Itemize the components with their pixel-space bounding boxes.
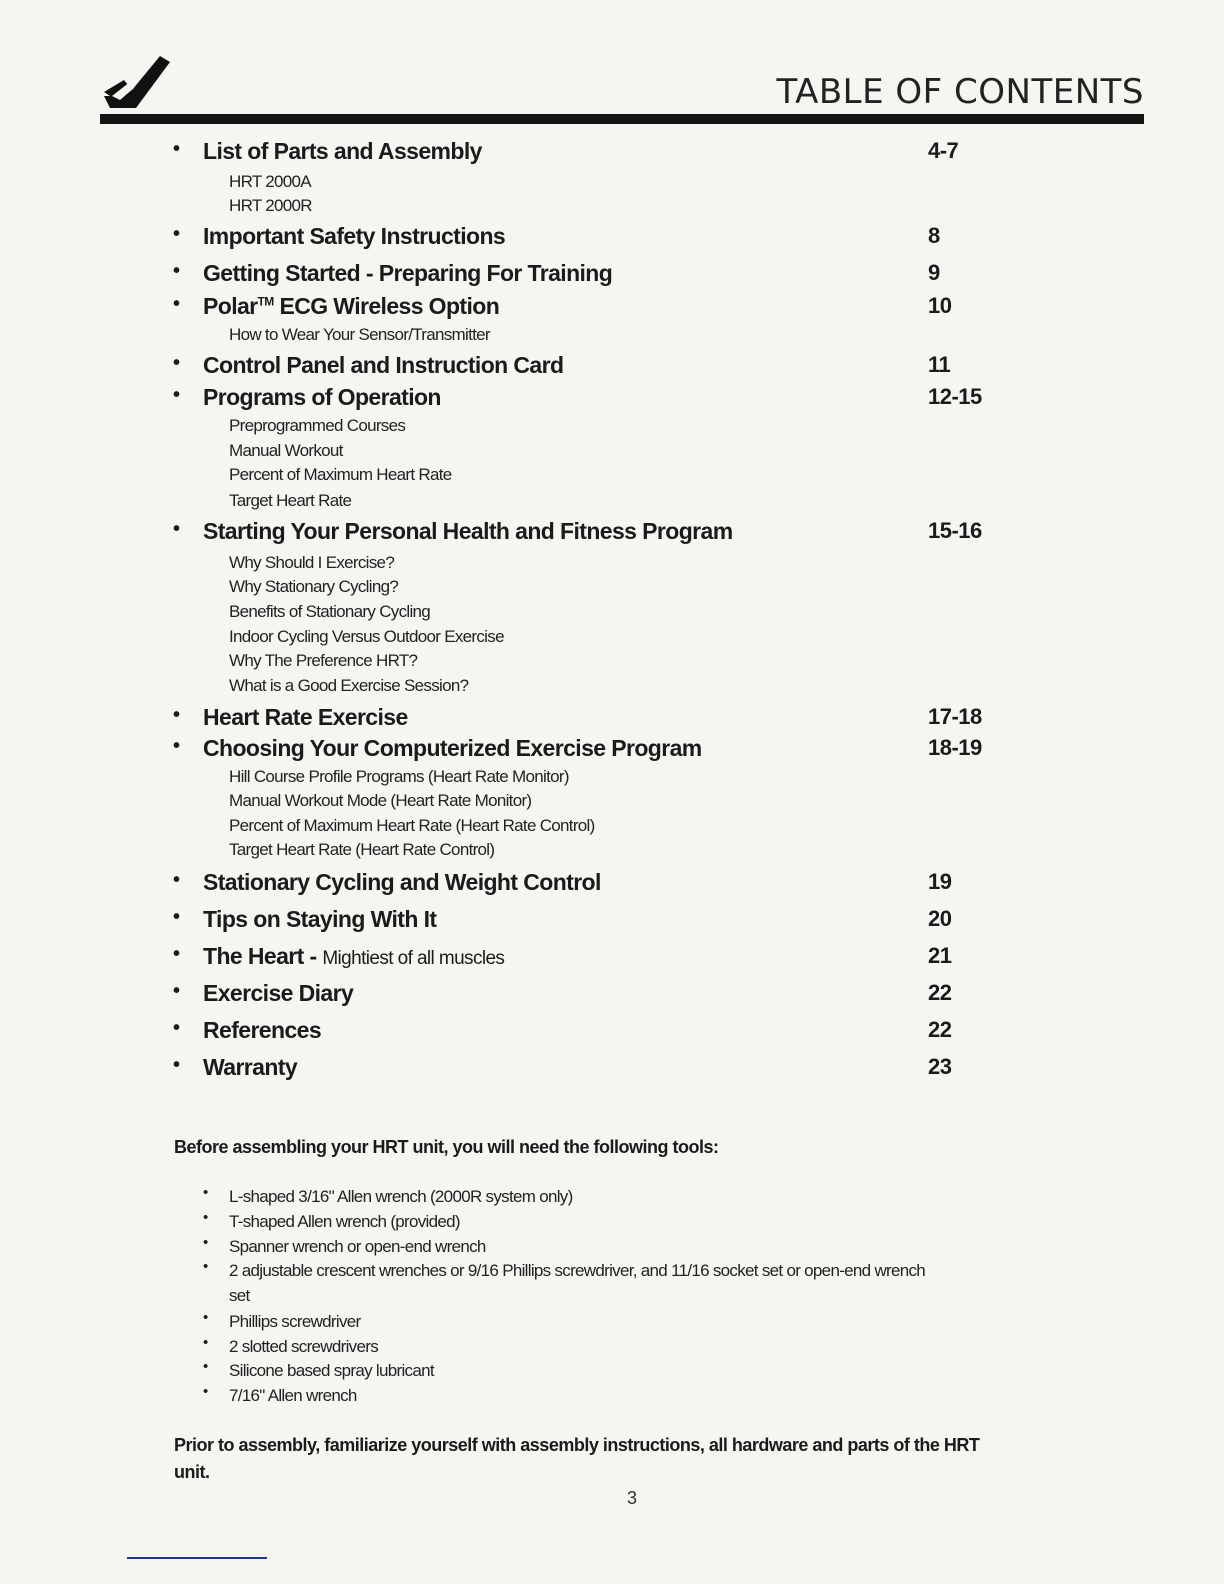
toc-subitem: Why The Preference HRT? — [229, 651, 418, 670]
bullet-icon: • — [173, 352, 181, 374]
toc-entry-title: Starting Your Personal Health and Fitness Program — [203, 518, 733, 544]
toc-entry-title: Choosing Your Computerized Exercise Program — [203, 735, 702, 761]
toc-entry-page: 15-16 — [928, 518, 982, 543]
toc-entry-page: 4-7 — [928, 138, 959, 163]
toc-subitem: Why Stationary Cycling? — [229, 577, 399, 596]
tool-item-text: T-shaped Allen wrench (provided) — [229, 1212, 460, 1231]
toc-entry-title-main: The Heart - — [203, 943, 323, 969]
toc-subitem: Target Heart Rate — [229, 491, 352, 510]
toc-entry-title: Exercise Diary — [203, 980, 354, 1006]
tools-heading: Before assembling your HRT unit, you will need the following tools: — [174, 1137, 719, 1157]
tool-item-text: Spanner wrench or open-end wrench — [229, 1237, 486, 1256]
toc-entry-title: Tips on Staying With It — [203, 906, 437, 932]
toc-subitem: What is a Good Exercise Session? — [229, 676, 469, 695]
toc-entry-title: List of Parts and Assembly — [203, 138, 482, 164]
toc-entry-page: 9 — [928, 260, 940, 285]
bullet-icon: • — [203, 1209, 209, 1226]
bullet-icon: • — [173, 293, 181, 315]
toc-entry-page: 20 — [928, 906, 952, 931]
toc-subitem: Manual Workout — [229, 441, 343, 460]
toc-entry-title: Getting Started - Preparing For Training — [203, 260, 613, 286]
toc-entry-title: References — [203, 1017, 322, 1043]
bullet-icon: • — [173, 943, 181, 965]
toc-entry-title: Warranty — [203, 1054, 298, 1080]
tool-item-text: 7/16" Allen wrench — [229, 1386, 357, 1405]
bullet-icon: • — [203, 1184, 209, 1201]
trademark-mark: TM — [257, 294, 274, 309]
bullet-icon: • — [203, 1234, 209, 1251]
toc-subitem: Percent of Maximum Heart Rate (Heart Rate Control) — [229, 816, 595, 835]
bullet-icon: • — [173, 704, 181, 726]
toc-entry-page: 23 — [928, 1054, 952, 1079]
bullet-icon: • — [203, 1383, 209, 1400]
toc-entry-page: 10 — [928, 293, 952, 318]
bullet-icon: • — [173, 869, 181, 891]
toc-entry-page: 11 — [928, 352, 951, 377]
title-divider — [100, 114, 1144, 124]
toc-entry-title: Control Panel and Instruction Card — [203, 352, 564, 378]
bullet-icon: • — [173, 980, 181, 1002]
bullet-icon: • — [173, 518, 181, 540]
toc-entry-page: 18-19 — [928, 735, 982, 760]
toc-entry-page: 12-15 — [928, 384, 982, 409]
toc-subitem: Manual Workout Mode (Heart Rate Monitor) — [229, 791, 532, 810]
footer-divider — [127, 1557, 267, 1559]
tool-item-text: Silicone based spray lubricant — [229, 1361, 434, 1380]
toc-subitem: Indoor Cycling Versus Outdoor Exercise — [229, 627, 504, 646]
tool-item-text: 2 adjustable crescent wrenches or 9/16 Phillips screwdriver, and 11/16 socket set or open-end wrench set — [229, 1261, 926, 1305]
bullet-icon: • — [203, 1358, 209, 1375]
toc-entry-title-suffix: Mightiest of all muscles — [322, 948, 505, 969]
toc-entry-page: 22 — [928, 980, 952, 1005]
bullet-icon: • — [173, 1054, 181, 1076]
page-number: 3 — [627, 1488, 638, 1508]
bullet-icon: • — [203, 1334, 209, 1351]
bullet-icon: • — [203, 1258, 209, 1275]
tool-item-text: 2 slotted screwdrivers — [229, 1337, 378, 1356]
bullet-icon: • — [173, 906, 181, 928]
toc-subitem: HRT 2000A — [229, 172, 311, 191]
toc-entry-title: Important Safety Instructions — [203, 223, 506, 249]
toc-subitem: Preprogrammed Courses — [229, 416, 406, 435]
toc-entry-title — [203, 293, 499, 320]
tool-item-text: Phillips screwdriver — [229, 1312, 361, 1331]
toc-subitem: Target Heart Rate (Heart Rate Control) — [229, 840, 495, 859]
toc-subitem: Hill Course Profile Programs (Heart Rate Monitor) — [229, 767, 569, 786]
bullet-icon: • — [173, 223, 181, 245]
toc-entry-title-main: Polar — [203, 293, 258, 319]
toc-subitem: HRT 2000R — [229, 196, 312, 215]
toc-subitem: How to Wear Your Sensor/Transmitter — [229, 325, 490, 344]
bullet-icon: • — [203, 1309, 209, 1326]
checkmark-logo-icon — [100, 52, 172, 110]
toc-subitem: Why Should I Exercise? — [229, 553, 395, 572]
toc-entry-title: Stationary Cycling and Weight Control — [203, 869, 601, 895]
toc-entry-title: Heart Rate Exercise — [203, 704, 408, 730]
toc-entry-page: 21 — [928, 943, 952, 968]
toc-entry-title: Programs of Operation — [203, 384, 441, 410]
toc-entry-page: 17-18 — [928, 704, 982, 729]
bullet-icon: • — [173, 384, 181, 406]
bullet-icon: • — [173, 138, 181, 160]
bullet-icon: • — [173, 260, 181, 282]
toc-entry-page: 22 — [928, 1017, 952, 1042]
toc-entry-title — [203, 943, 504, 970]
toc-subitem: Benefits of Stationary Cycling — [229, 602, 431, 621]
toc-entry-page: 8 — [928, 223, 940, 248]
toc-subitem: Percent of Maximum Heart Rate — [229, 465, 452, 484]
toc-entry-title-rest: ECG Wireless Option — [273, 293, 500, 319]
bullet-icon: • — [173, 1017, 181, 1039]
tool-item-text: L-shaped 3/16" Allen wrench (2000R system only) — [229, 1187, 573, 1206]
bullet-icon: • — [173, 735, 181, 757]
assembly-note: Prior to assembly, familiarize yourself with assembly instructions, all hardware and parts of the HRT unit. — [174, 1435, 980, 1482]
page-title: TABLE OF CONTENTS — [776, 72, 1144, 112]
toc-entry-page: 19 — [928, 869, 952, 894]
